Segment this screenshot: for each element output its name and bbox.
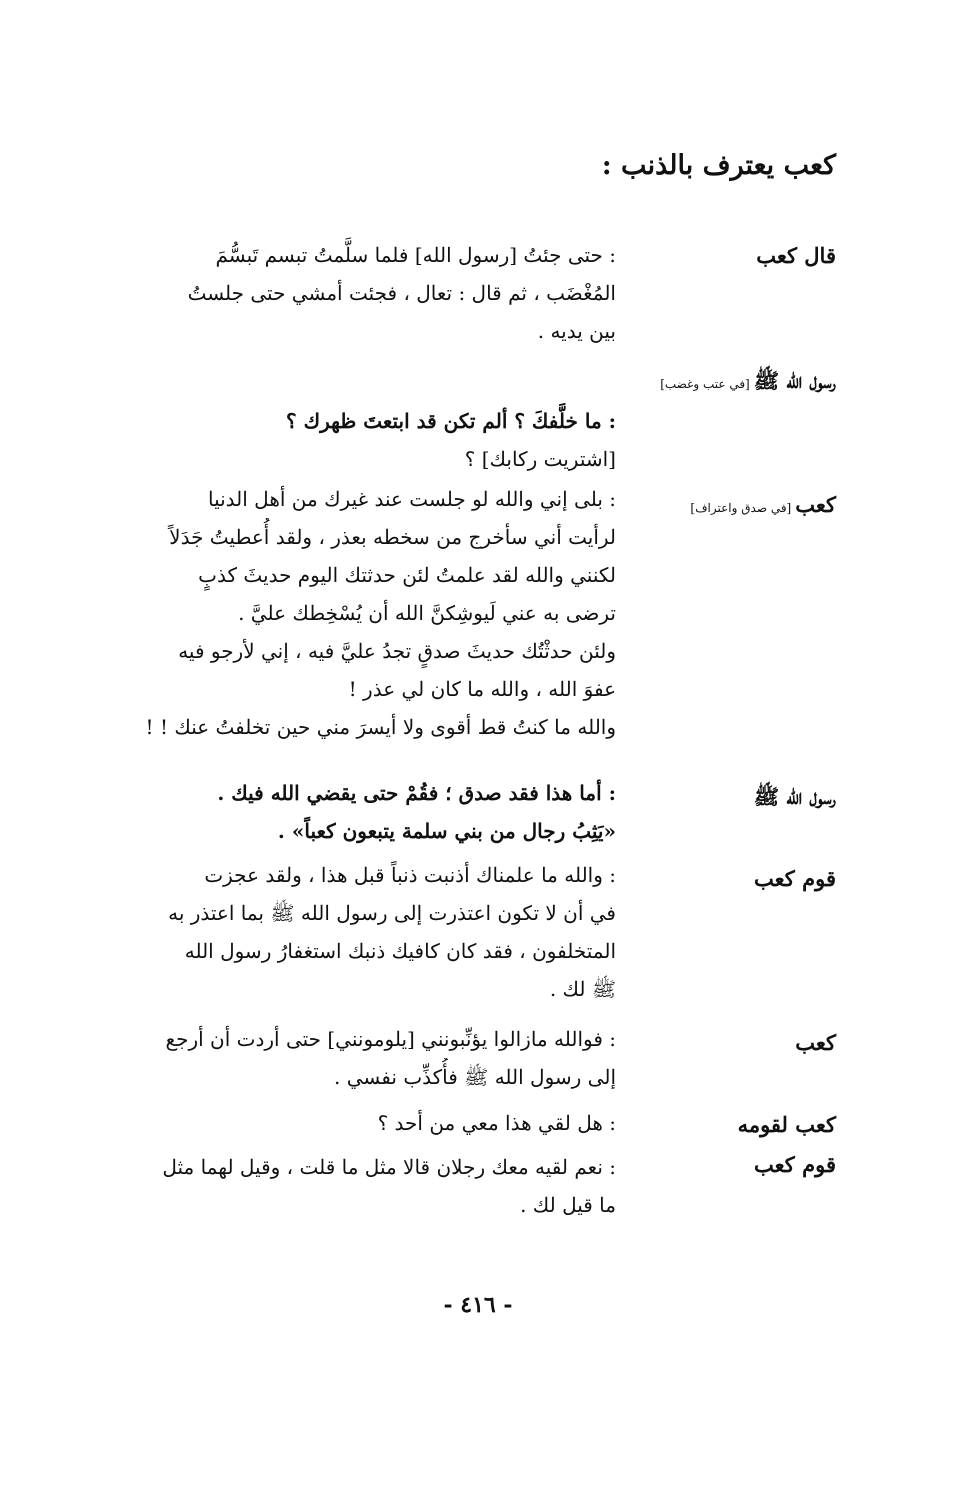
- speech-line: عفوَ الله ، والله ما كان لي عذر !: [348, 677, 616, 701]
- speaker-note: [في صدق واعتراف]: [690, 501, 792, 515]
- speech-line: في أن لا تكون اعتذرت إلى رسول الله ﷺ بما اعتذر به: [168, 901, 616, 925]
- speech-line: : هل لقي هذا معي من أحد ؟: [377, 1111, 616, 1135]
- speech-line: : حتى جئتُ [رسول الله] فلما سلَّمتُ تبسم تَبسُّمَ: [215, 243, 616, 267]
- speech-text: [116, 236, 616, 350]
- page-number: - ٤١٦ -: [443, 1292, 513, 1318]
- speaker-name: كعب: [795, 492, 836, 517]
- speaker-label: [606, 1030, 836, 1055]
- section-title: كعب يعترف بالذنب :: [601, 150, 836, 181]
- speech-text: [116, 1104, 616, 1142]
- speaker-name: رسول الله ﷺ: [753, 368, 836, 393]
- speech-line: : نعم لقيه معك رجلان قالا مثل ما قلت ، وقيل لهما مثل: [162, 1155, 616, 1179]
- speech-line: : والله ما علمناك أذنبت ذنباً قبل هذا ، ولقد عجزت: [204, 863, 616, 887]
- speech-line: ترضى به عني لَيوشِكنَّ الله أن يُسْخِطك عليَّ .: [238, 601, 616, 625]
- speech-line: ولئن حدثْتُك حديثَ صدقٍ تجدُ عليَّ فيه ، إني لأرجو فيه: [178, 639, 616, 663]
- speech-line: «يَثِبُ رجال من بني سلمة يتبعون كعباً» .: [277, 819, 616, 843]
- speaker-name: قوم كعب: [754, 866, 836, 891]
- speech-line: : بلى إني والله لو جلست عند غيرك من أهل الدنيا: [207, 487, 616, 511]
- speech-text: [116, 1020, 616, 1096]
- speaker-name: كعب: [795, 1030, 836, 1055]
- speech-line: ﷺ لك .: [549, 977, 616, 1001]
- speaker-name: قال كعب: [756, 243, 836, 268]
- speech-line: : أما هذا فقد صدق ؛ فقُمْ حتى يقضي الله فيك .: [217, 781, 616, 805]
- speech-text: [116, 774, 616, 850]
- speech-line: المُغْضَب ، ثم قال : تعال ، فجئت أمشي حتى جلستُ: [187, 281, 616, 305]
- speaker-name: كعب لقومه: [737, 1112, 836, 1137]
- speaker-label: [606, 492, 836, 517]
- speech-line: لكنني والله لقد علمتُ لئن حدثتك اليوم حديثَ كذبٍ: [198, 563, 616, 587]
- speech-line: : ما خلَّفكَ ؟ ألم تكن قد ابتعتَ ظهرك ؟: [286, 409, 616, 433]
- speech-line: إلى رسول الله ﷺ فأُكذِّب نفسي .: [334, 1065, 616, 1089]
- speech-line: بين يديه .: [537, 319, 616, 343]
- speaker-label: [606, 243, 836, 268]
- speech-text: [116, 856, 616, 1008]
- speech-line: : فوالله مازالوا يؤنِّبونني [يلومونني] حتى أردت أن أرجع: [165, 1027, 616, 1051]
- speaker-label: [606, 866, 836, 891]
- speech-text: [116, 1148, 616, 1224]
- speech-line: المتخلفون ، فقد كان كافيك ذنبك استغفارُ رسول الله: [184, 939, 616, 963]
- speaker-label: [606, 784, 836, 815]
- speech-text: [116, 480, 616, 746]
- speech-line: ما قيل لك .: [520, 1193, 616, 1217]
- speaker-label: [606, 368, 836, 399]
- speech-line: لرأيت أني سأخرج من سخطه بعذر ، ولقد أُعطيتُ جَدَلاً: [169, 525, 616, 549]
- speech-line: [اشتريت ركابك] ؟: [464, 447, 616, 471]
- speech-text: [196, 402, 616, 478]
- speaker-name: رسول الله ﷺ: [753, 784, 836, 809]
- speaker-label: [606, 1112, 836, 1137]
- speech-line: والله ما كنتُ قط أقوى ولا أيسرَ مني حين تخلفتُ عنك ! !: [145, 715, 616, 739]
- speaker-note: [في عتب وغضب]: [660, 377, 750, 391]
- speaker-label: [606, 1152, 836, 1177]
- speaker-name: قوم كعب: [754, 1152, 836, 1177]
